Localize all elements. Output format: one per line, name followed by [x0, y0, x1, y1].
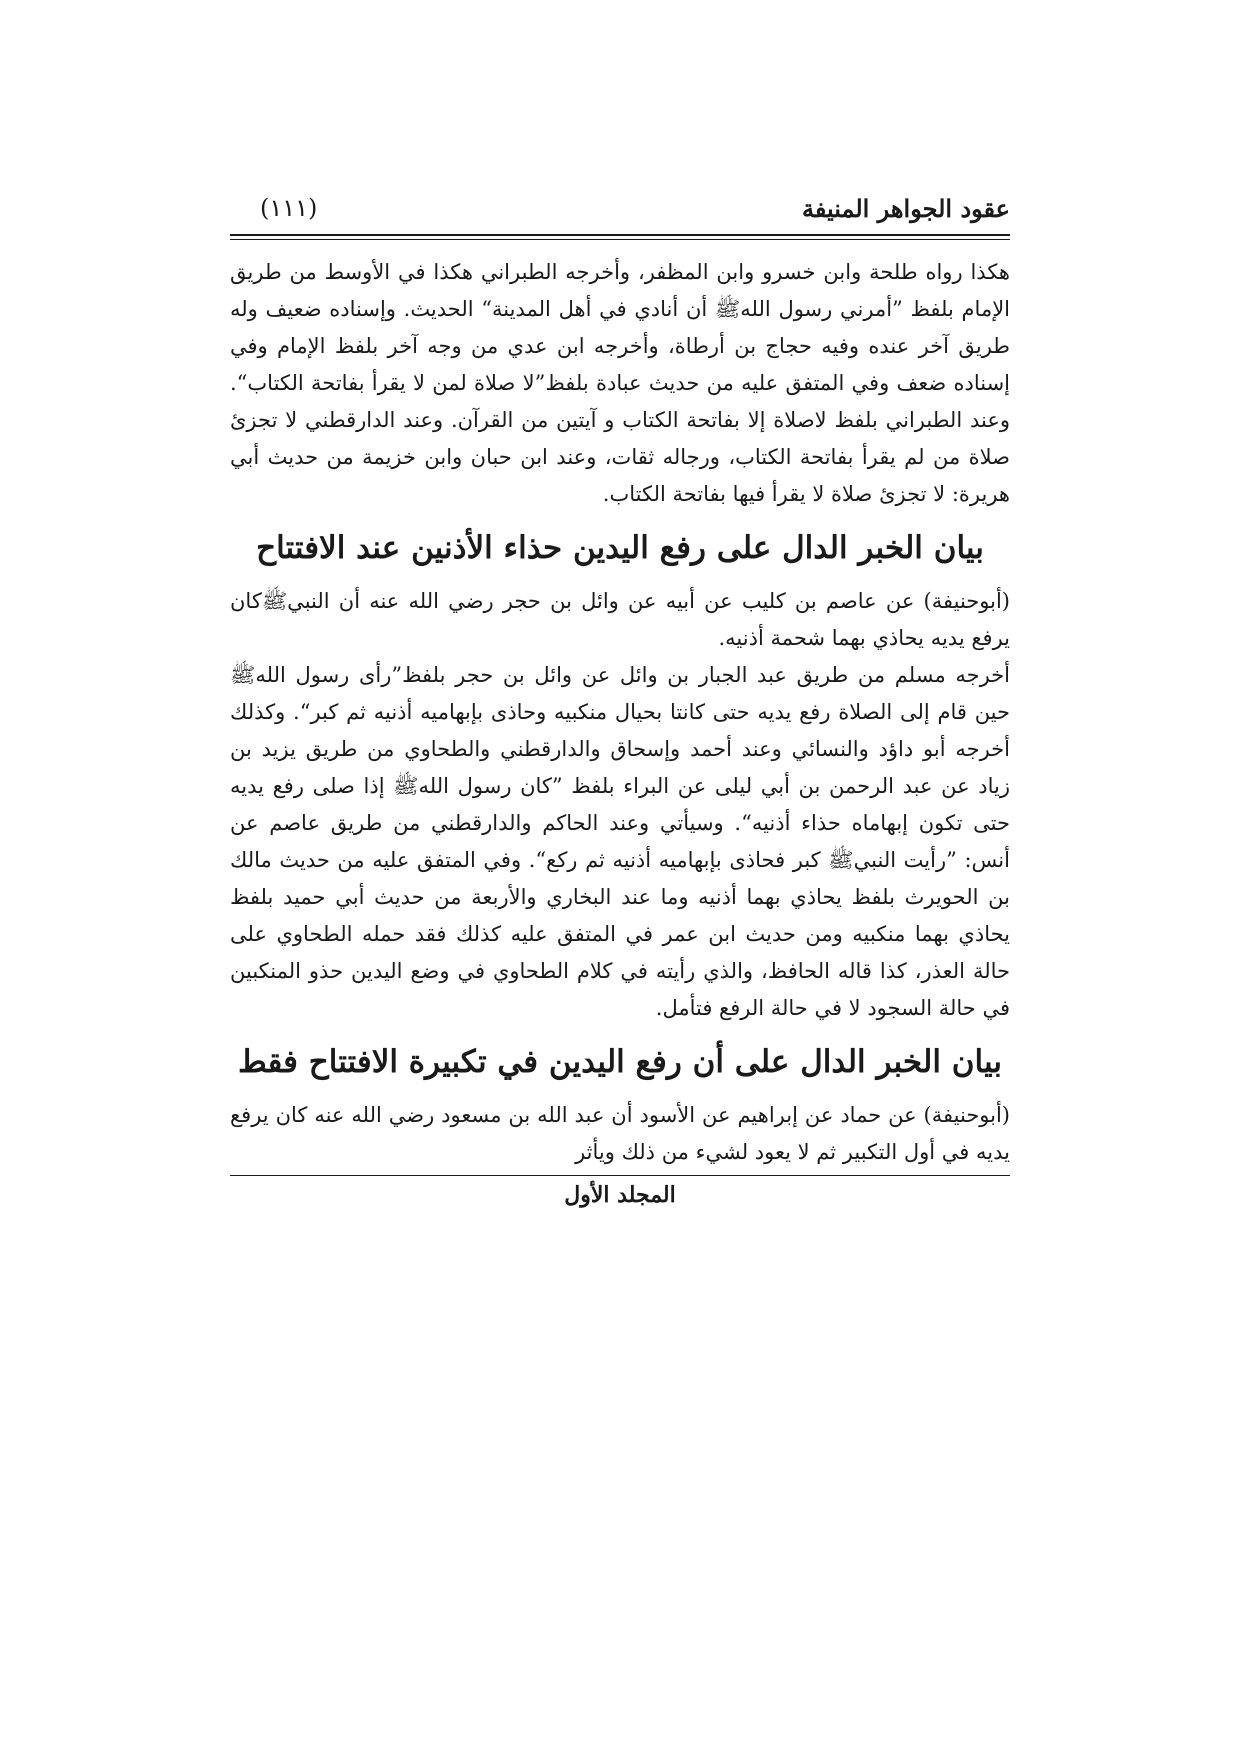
page-number: (١١١)	[260, 194, 318, 222]
header-rule	[230, 234, 1010, 240]
paragraph-1: هكذا رواه طلحة وابن خسرو وابن المظفر، وأخرجه الطبراني هكذا في الأوسط من طريق الإمام بلفظ ”أمرني رسول اللهﷺ أن أنادي في أهل المدينة“ الحديث. وإسناده ضعيف وله طريق آخر عنده وفيه حجاج بن أرطاة، وأخرجه ابن عدي من وجه آخر بلفظ الإمام وفي إسناده ضعف وفي المتفق عليه من حديث عبادة بلفظ”لا صلاة لمن لا يقرأ بفاتحة الكتاب“. وعند الطبراني بلفظ لاصلاة إلا بفاتحة الكتاب و آيتين من القرآن. وعند الدارقطني لا تجزئ صلاة من لم يقرأ بفاتحة الكتاب، ورجاله ثقات، وعند ابن حبان وابن خزيمة من حديث أبي هريرة: لا تجزئ صلاة لا يقرأ فيها بفاتحة الكتاب.	[230, 260, 1010, 506]
volume-label: المجلد الأول	[564, 1182, 676, 1208]
paragraph-3: أخرجه مسلم من طريق عبد الجبار بن وائل عن وائل بن حجر بلفظ”رأى رسول اللهﷺ حين قام إلى الصلاة رفع يديه حتى كانتا بحيال منكبيه وحاذى بإبهاميه أذنيه ثم كبر“. وكذلك أخرجه أبو داؤد والنسائي وعند أحمد وإسحاق والدارقطني والطحاوي من طريق يزيد بن زياد عن عبد الرحمن بن أبي ليلى عن البراء بلفظ ”كان رسول اللهﷺ إذا صلى رفع يديه حتى تكون إبهاماه حذاء أذنيه“. وسيأتي وعند الحاكم والدارقطني من طريق عاصم عن أنس: ”رأيت النبيﷺ كبر فحاذى بإبهاميه أذنيه ثم ركع“. وفي المتفق عليه من حديث مالك بن الحويرث بلفظ يحاذي بهما أذنيه وما عند البخاري والأربعة من حديث أبي حميد بلفظ يحاذي بهما منكبيه ومن حديث ابن عمر في المتفق عليه كذلك فقد حمله الطحاوي على حالة العذر، كذا قاله الحافظ، والذي رأيته في كلام الطحاوي في وضع اليدين حذو المنكبين في حالة السجود لا في حالة الرفع فتأمل.	[230, 663, 1010, 1020]
page-content	[230, 254, 1010, 1171]
section-heading-2: بيان الخبر الدال على أن رفع اليدين في تكبيرة الافتتاح فقط	[238, 1044, 1002, 1080]
paragraph-2: (أبوحنيفة) عن عاصم بن كليب عن أبيه عن وائل بن حجر رضي الله عنه أن النبيﷺكان يرفع يديه يحاذي بهما شحمة أذنيه.	[230, 589, 1010, 650]
document-page	[230, 190, 1010, 1590]
book-title: عقود الجواهر المنيفة	[801, 194, 1010, 223]
paragraph-4: (أبوحنيفة) عن حماد عن إبراهيم عن الأسود أن عبد الله بن مسعود رضي الله عنه كان يرفع يديه في أول التكبير ثم لا يعود لشيء من ذلك ويأثر	[230, 1103, 1010, 1164]
footer-rule	[230, 1175, 1010, 1176]
section-heading-1: بيان الخبر الدال على رفع اليدين حذاء الأذنين عند الافتتاح	[256, 530, 984, 566]
page-header	[230, 190, 1010, 234]
